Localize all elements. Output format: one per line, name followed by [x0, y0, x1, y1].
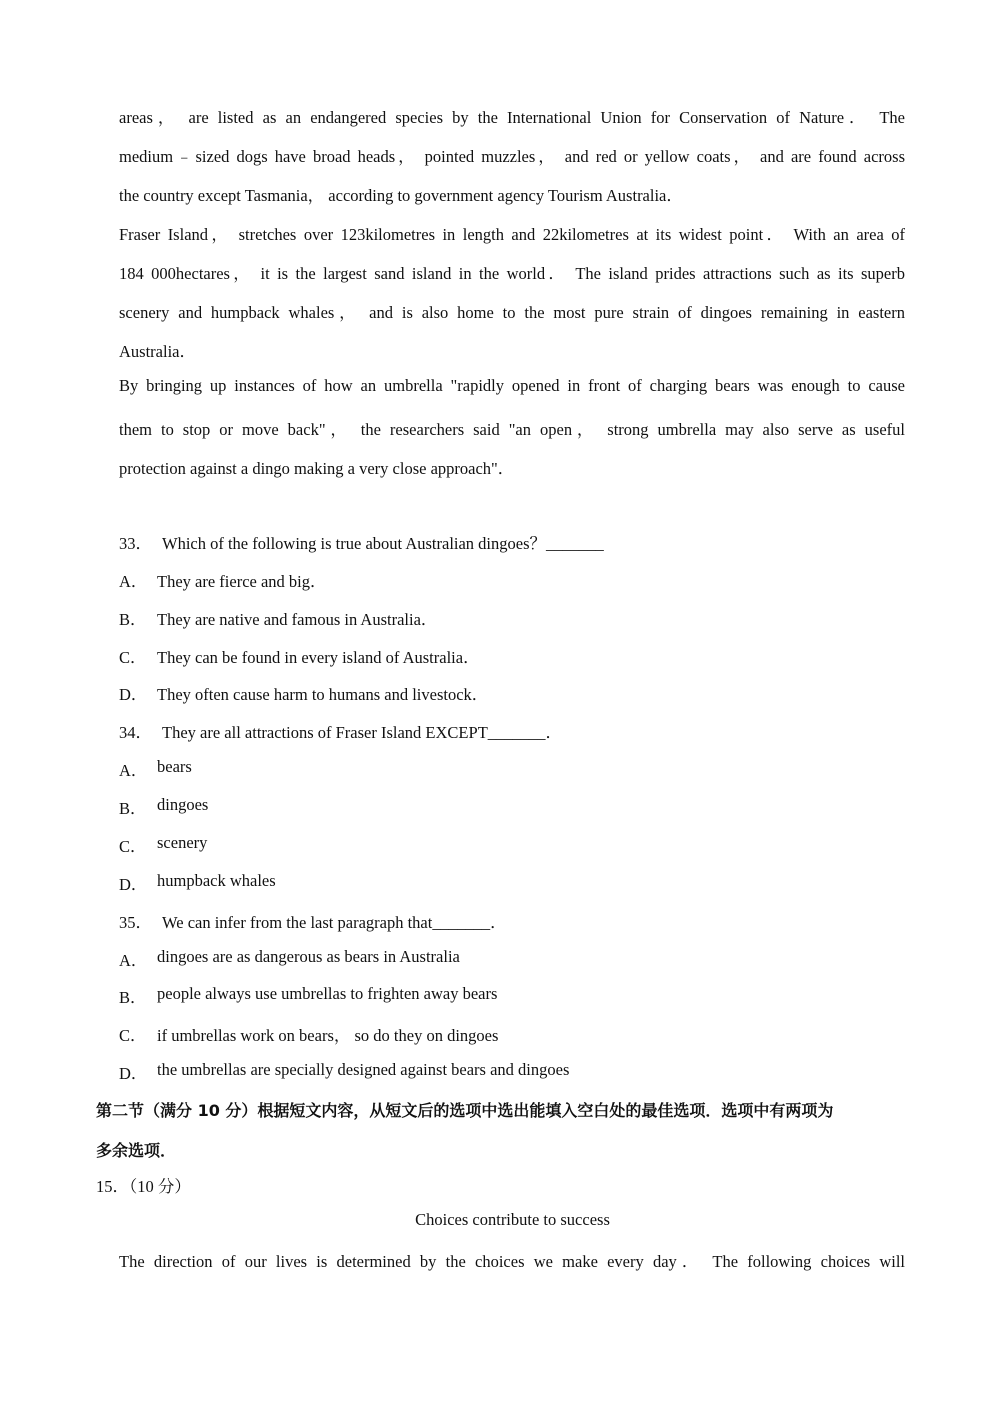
option-text: if umbrellas work on bears， so do they on dingoes [157, 1026, 499, 1045]
passage-title: Choices contribute to success [415, 1210, 610, 1229]
option-text: dingoes [157, 795, 209, 814]
question-text: We can infer from the last paragraph that_______． [162, 913, 507, 932]
option-text: humpback whales [157, 871, 276, 890]
passage-line: By bringing up instances of how an umbrella "rapidly opened in front of charging bears was enough to cause [119, 376, 905, 395]
passage-line: Fraser Island， stretches over 123kilometres in length and 22kilometres at its widest point． With an area of [119, 225, 905, 244]
passage-line: the country except Tasmania， according to government agency Tourism Australia． [119, 186, 683, 205]
section-heading-continued: 多余选项． [96, 1141, 177, 1160]
item-label: 15．（10 分） [96, 1177, 191, 1196]
option-text: people always use umbrellas to frighten away bears [157, 984, 498, 1003]
option-text: They are fierce and big． [157, 572, 327, 591]
option-letter: C． [119, 1026, 147, 1045]
option-letter: A． [119, 572, 148, 591]
passage-line: protection against a dingo making a very close approach"． [119, 459, 515, 478]
option-text: They often cause harm to humans and livestock． [157, 685, 489, 704]
passage-line: 184 000hectares， it is the largest sand island in the world． The island prides attractions such as its superb [119, 264, 905, 283]
option-letter: A． [119, 951, 148, 970]
option-text: They can be found in every island of Australia． [157, 648, 480, 667]
option-letter: D． [119, 1064, 148, 1083]
option-text: bears [157, 757, 192, 776]
option-letter: D． [119, 685, 148, 704]
passage-line: scenery and humpback whales， and is also home to the most pure strain of dingoes remaining in eastern [119, 303, 905, 322]
option-letter: B． [119, 610, 147, 629]
passage-line: medium﹣sized dogs have broad heads， pointed muzzles， and red or yellow coats， and are found across [119, 147, 905, 166]
option-letter: D． [119, 875, 148, 894]
question-text: They are all attractions of Fraser Island EXCEPT_______． [162, 723, 563, 742]
option-letter: A． [119, 761, 148, 780]
passage-line: Australia． [119, 342, 196, 361]
question-number: 33． [119, 534, 152, 553]
option-letter: B． [119, 799, 147, 818]
passage-line: The direction of our lives is determined by the choices we make every day． The following choices will [119, 1252, 905, 1271]
option-text: They are native and famous in Australia． [157, 610, 438, 629]
option-letter: C． [119, 837, 147, 856]
section-heading: 第二节（满分 10 分）根据短文内容，从短文后的选项中选出能填入空白处的最佳选项．选项中有两项为 [96, 1101, 834, 1120]
passage-line: them to stop or move back"， the researchers said "an open， strong umbrella may also serve as useful [119, 420, 905, 439]
question-number: 35． [119, 913, 152, 932]
question-number: 34． [119, 723, 152, 742]
option-text: scenery [157, 833, 208, 852]
option-text: the umbrellas are specially designed against bears and dingoes [157, 1060, 570, 1079]
passage-line: areas， are listed as an endangered species by the International Union for Conservation of Nature． The [119, 108, 905, 127]
option-letter: B． [119, 988, 147, 1007]
option-text: dingoes are as dangerous as bears in Australia [157, 947, 460, 966]
question-text: Which of the following is true about Australian dingoes？_______ [162, 534, 604, 553]
option-letter: C． [119, 648, 147, 667]
